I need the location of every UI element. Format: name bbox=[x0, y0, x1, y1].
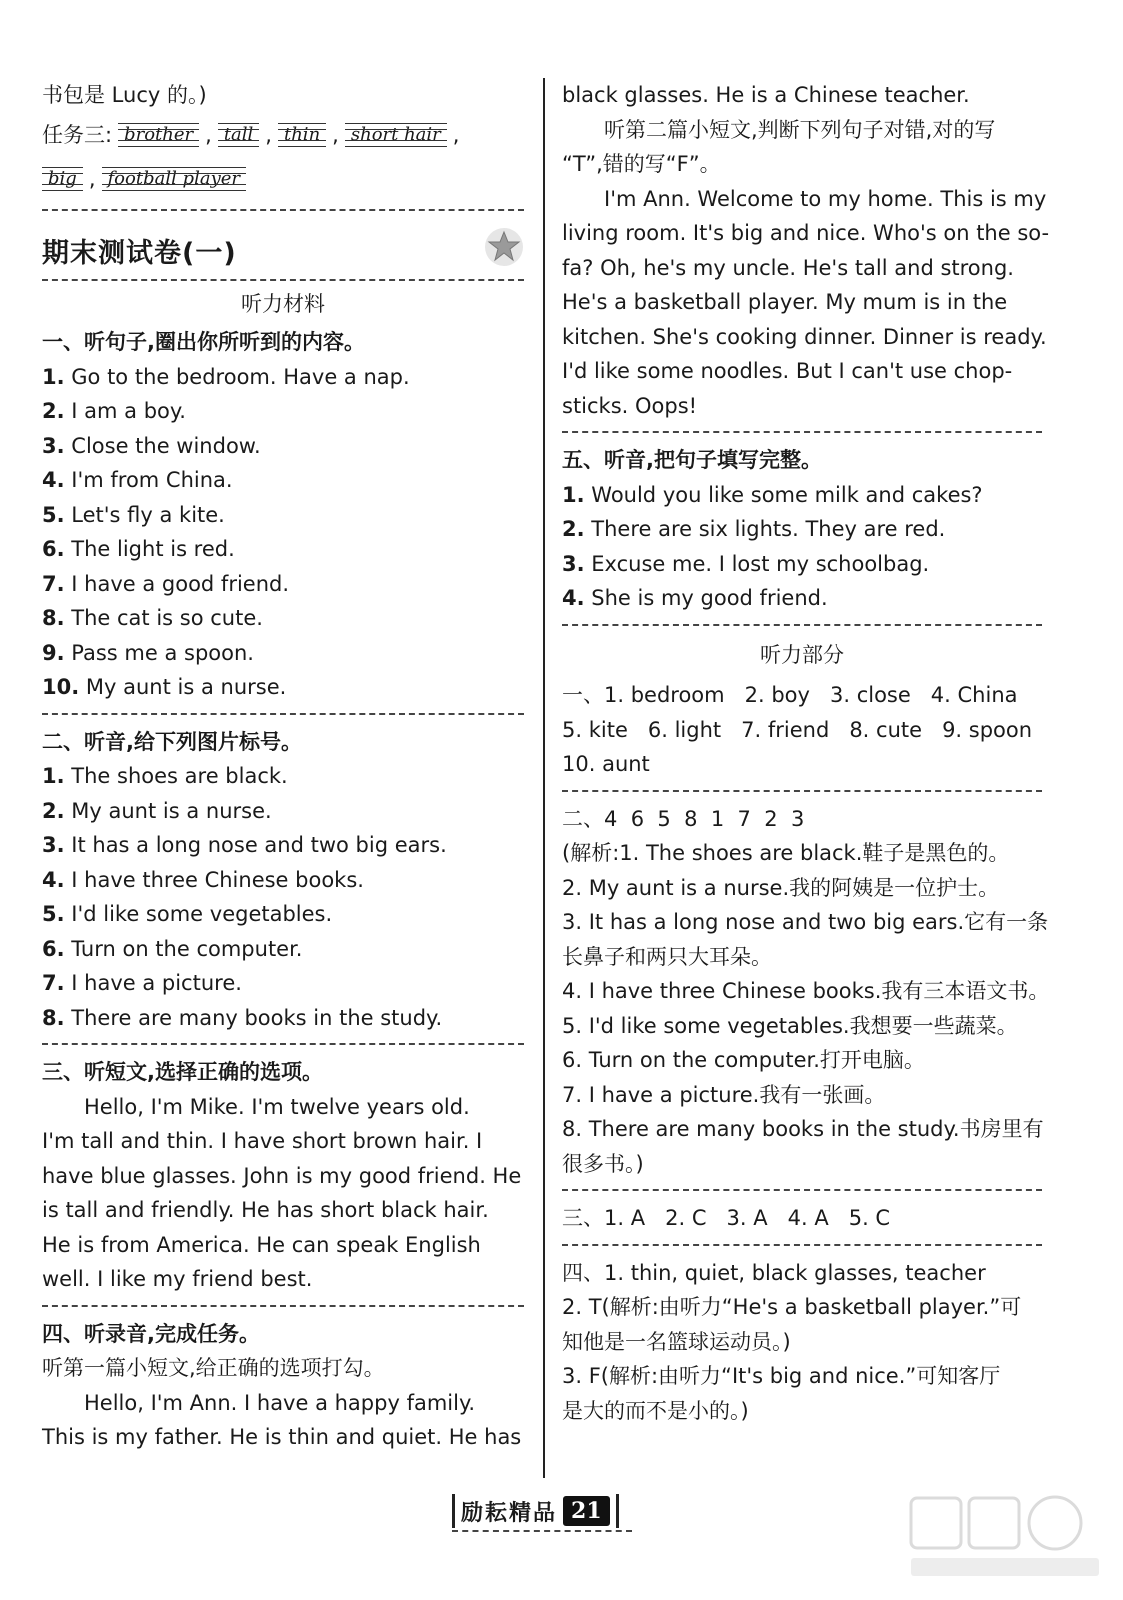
list-item bbox=[42, 966, 524, 1001]
item-text: I am a boy. bbox=[71, 399, 186, 423]
handwritten-answer: football player bbox=[102, 167, 247, 191]
handwritten-answer: big bbox=[42, 167, 83, 191]
instruction-line: “T”,错的写“F”。 bbox=[562, 152, 721, 176]
column-divider bbox=[543, 78, 545, 1478]
answer-line: 10. aunt bbox=[562, 752, 650, 776]
section-divider bbox=[562, 624, 1042, 626]
list-item bbox=[42, 532, 524, 567]
list-item bbox=[562, 512, 1042, 547]
list-item bbox=[42, 636, 524, 671]
item-number: 8. bbox=[42, 606, 65, 630]
item-text: The light is red. bbox=[71, 537, 235, 561]
item-text: The cat is so cute. bbox=[71, 606, 263, 630]
item-number: 4. bbox=[562, 586, 585, 610]
section-divider bbox=[562, 1244, 1042, 1246]
list-item bbox=[42, 360, 524, 395]
explanation-line: 2. My aunt is a nurse.我的阿姨是一位护士。 bbox=[562, 875, 1000, 900]
item-text: My aunt is a nurse. bbox=[85, 675, 287, 699]
right-column bbox=[562, 78, 1050, 1428]
section-heading: 四、听录音,完成任务。 bbox=[42, 1321, 260, 1346]
item-text: Let's fly a kite. bbox=[71, 502, 225, 527]
item-text: I'd like some vegetables. bbox=[71, 902, 333, 926]
explanation-line: 8. There are many books in the study.书房里有 bbox=[562, 1117, 1044, 1141]
listening-material-label: 听力材料 bbox=[241, 291, 325, 316]
test-title-row bbox=[42, 221, 524, 281]
item-number: 2. bbox=[42, 399, 65, 423]
list-item bbox=[42, 759, 524, 794]
list-item bbox=[562, 547, 1042, 582]
item-number: 2. bbox=[42, 798, 65, 823]
footer-brand: 励耘精品 bbox=[461, 1500, 558, 1526]
page-footer bbox=[452, 1494, 619, 1528]
explanation-line: 4. I have three Chinese books.我有三本语文书。 bbox=[562, 979, 1050, 1003]
item-number: 4. bbox=[42, 468, 65, 492]
answer-line: 一、1. bedroom 2. boy 3. close 4. China bbox=[562, 683, 1018, 707]
section-heading: 二、听音,给下列图片标号。 bbox=[42, 729, 302, 754]
item-number: 6. bbox=[42, 537, 65, 561]
answer-line: 三、1. A 2. C 3. A 4. A 5. C bbox=[562, 1206, 891, 1230]
list-item bbox=[42, 498, 524, 533]
item-number: 5. bbox=[42, 902, 65, 926]
passage-line: fa? Oh, he's my uncle. He's tall and strong. bbox=[562, 255, 1014, 280]
item-number: 2. bbox=[562, 517, 585, 541]
answer-line: 是大的而不是小的。) bbox=[562, 1398, 749, 1423]
section-divider bbox=[562, 790, 1042, 792]
item-text: I have a picture. bbox=[71, 971, 242, 995]
explanation-line: 3. It has a long nose and two big ears.它有一条 bbox=[562, 910, 1049, 934]
passage-line: He is from America. He can speak English bbox=[42, 1232, 481, 1257]
passage-line: well. I like my friend best. bbox=[42, 1267, 313, 1291]
footer-bar bbox=[616, 1494, 619, 1528]
list-item bbox=[42, 670, 524, 705]
instruction-line: 听第二篇小短文,判断下列句子对错,对的写 bbox=[604, 117, 996, 142]
item-text: I have a good friend. bbox=[71, 571, 290, 596]
section-divider bbox=[42, 1043, 524, 1045]
item-number: 7. bbox=[42, 571, 65, 596]
explanation-line: (解析:1. The shoes are black.鞋子是黑色的。 bbox=[562, 841, 1010, 865]
passage-line: He's a basketball player. My mum is in the bbox=[562, 290, 1008, 314]
item-text: Close the window. bbox=[71, 433, 261, 458]
section-heading: 一、听句子,圈出你所听到的内容。 bbox=[42, 330, 365, 354]
item-number: 3. bbox=[42, 433, 65, 458]
list-item bbox=[42, 463, 524, 498]
instruction-line: 听第一篇小短文,给正确的选项打勾。 bbox=[42, 1356, 385, 1380]
title-underline bbox=[42, 279, 524, 281]
page-number: 21 bbox=[563, 1496, 610, 1526]
item-text: It has a long nose and two big ears. bbox=[71, 833, 447, 857]
list-item bbox=[42, 429, 524, 464]
item-text: Pass me a spoon. bbox=[71, 640, 254, 665]
test-title: 期末测试卷(一) bbox=[42, 237, 237, 269]
item-text: Would you like some milk and cakes? bbox=[591, 482, 983, 507]
section-divider bbox=[562, 1189, 1042, 1191]
handwritten-answer: thin bbox=[278, 123, 326, 147]
item-text: Excuse me. I lost my schoolbag. bbox=[591, 551, 930, 576]
item-text: The shoes are black. bbox=[71, 764, 288, 788]
item-number: 7. bbox=[42, 971, 65, 995]
item-number: 9. bbox=[42, 640, 65, 665]
list-item bbox=[42, 567, 524, 602]
explanation-line: 7. I have a picture.我有一张画。 bbox=[562, 1082, 886, 1107]
list-item bbox=[42, 394, 524, 429]
explanation-line: 5. I'd like some vegetables.我想要一些蔬菜。 bbox=[562, 1013, 1018, 1038]
task3-row-1: 任务三: brother , tall , thin , short hair , bbox=[42, 113, 524, 157]
item-number: 8. bbox=[42, 1005, 65, 1030]
item-number: 3. bbox=[562, 551, 585, 576]
item-text: Turn on the computer. bbox=[71, 936, 303, 961]
answer-line: 5. kite 6. light 7. friend 8. cute 9. spoon bbox=[562, 717, 1033, 742]
footer-bar bbox=[452, 1494, 455, 1528]
handwritten-answer: short hair bbox=[345, 123, 447, 147]
list-item bbox=[562, 478, 1042, 513]
listening-part-label: 听力部分 bbox=[760, 642, 844, 667]
section-divider bbox=[42, 1305, 524, 1307]
section-divider bbox=[42, 209, 524, 211]
passage-line: sticks. Oops! bbox=[562, 393, 698, 418]
passage-line: is tall and friendly. He has short black hair. bbox=[42, 1198, 489, 1222]
item-text: I'm from China. bbox=[71, 468, 233, 492]
task3-row-2: big , football player bbox=[42, 157, 524, 201]
item-text: There are many books in the study. bbox=[71, 1005, 443, 1030]
item-text: Go to the bedroom. Have a nap. bbox=[71, 364, 410, 389]
handwritten-answer: tall bbox=[218, 123, 259, 147]
item-number: 5. bbox=[42, 502, 65, 527]
handwritten-answer: brother bbox=[118, 123, 199, 147]
intro-line: 书包是 Lucy 的。) bbox=[42, 83, 207, 107]
section-divider bbox=[42, 713, 524, 715]
item-number: 1. bbox=[562, 482, 585, 507]
watermark-logo bbox=[905, 1492, 1105, 1582]
passage-line: I'm tall and thin. I have short brown hair. I bbox=[42, 1129, 483, 1153]
passage-line: Hello, I'm Mike. I'm twelve years old. bbox=[84, 1094, 470, 1119]
item-number: 1. bbox=[42, 364, 65, 389]
passage-line: black glasses. He is a Chinese teacher. bbox=[562, 83, 970, 107]
item-number: 1. bbox=[42, 764, 65, 788]
answer-line: 四、1. thin, quiet, black glasses, teacher bbox=[562, 1260, 986, 1285]
list-item bbox=[562, 581, 1042, 616]
explanation-line: 长鼻子和两只大耳朵。 bbox=[562, 944, 772, 969]
passage-line: I'd like some noodles. But I can't use chop- bbox=[562, 359, 1013, 383]
item-number: 4. bbox=[42, 867, 65, 892]
answer-line: 知他是一名篮球运动员。) bbox=[562, 1329, 791, 1354]
passage-line: kitchen. She's cooking dinner. Dinner is ready. bbox=[562, 324, 1047, 349]
item-text: There are six lights. They are red. bbox=[591, 517, 946, 541]
passage-line: Hello, I'm Ann. I have a happy family. bbox=[84, 1390, 476, 1415]
item-number: 10. bbox=[42, 675, 80, 699]
list-item bbox=[42, 794, 524, 829]
item-text: My aunt is a nurse. bbox=[71, 798, 272, 823]
answer-line: 二、4 6 5 8 1 7 2 3 bbox=[562, 806, 805, 831]
item-number: 3. bbox=[42, 833, 65, 857]
list-item bbox=[42, 828, 524, 863]
list-item bbox=[42, 601, 524, 636]
explanation-line: 6. Turn on the computer.打开电脑。 bbox=[562, 1048, 925, 1072]
passage-line: This is my father. He is thin and quiet. He has bbox=[42, 1425, 522, 1449]
list-item bbox=[42, 1001, 524, 1036]
answer-line: 2. T(解析:由听力“He's a basketball player.”可 bbox=[562, 1295, 1022, 1319]
explanation-line: 很多书。) bbox=[562, 1151, 644, 1176]
list-item bbox=[42, 897, 524, 932]
section-heading: 三、听短文,选择正确的选项。 bbox=[42, 1060, 323, 1084]
passage-line: living room. It's big and nice. Who's on the so- bbox=[562, 221, 1050, 245]
left-column bbox=[42, 78, 524, 1455]
section-divider bbox=[562, 431, 1042, 433]
star-icon bbox=[484, 227, 524, 267]
item-number: 6. bbox=[42, 936, 65, 961]
task3-label: 任务三: bbox=[42, 122, 113, 147]
passage-line: I'm Ann. Welcome to my home. This is my bbox=[604, 186, 1047, 211]
list-item bbox=[42, 863, 524, 898]
item-text: She is my good friend. bbox=[591, 586, 828, 610]
section-heading: 五、听音,把句子填写完整。 bbox=[562, 448, 822, 472]
passage-line: have blue glasses. John is my good friend. He bbox=[42, 1163, 522, 1188]
footer-divider bbox=[452, 1530, 632, 1532]
list-item bbox=[42, 932, 524, 967]
item-text: I have three Chinese books. bbox=[71, 867, 364, 892]
answer-line: 3. F(解析:由听力“It's big and nice.”可知客厅 bbox=[562, 1364, 1001, 1388]
